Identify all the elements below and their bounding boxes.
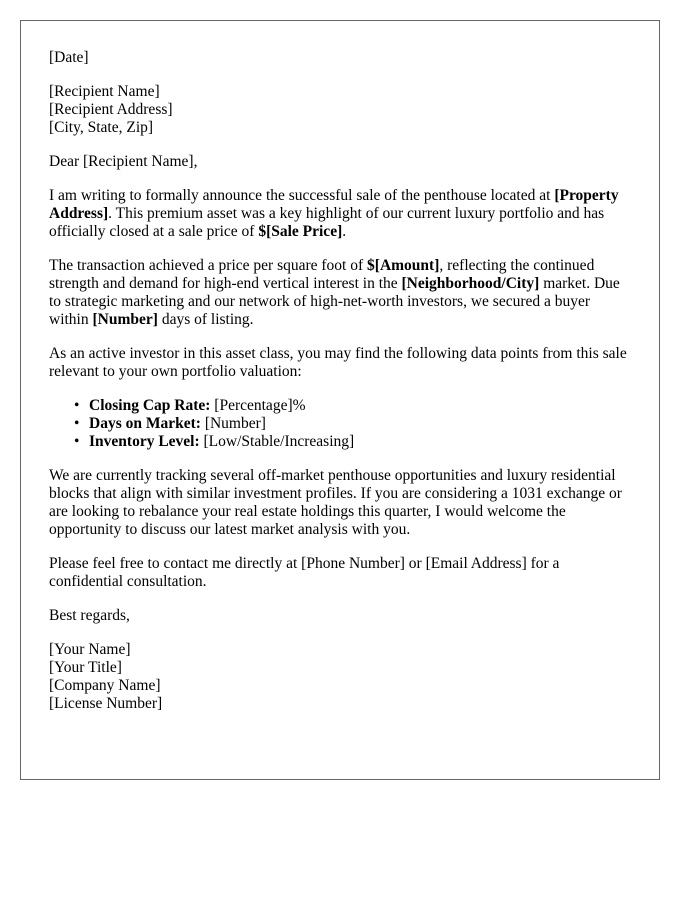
para2-text-2: , reflecting the continued strength and demand for high-end vertical interest in the	[49, 257, 595, 292]
data-point-value: [Number]	[200, 415, 266, 432]
para1-text-3: .	[342, 223, 347, 240]
paragraph-contact: Please feel free to contact me directly at [Phone Number] or [Email Address] for a confidential consultation.	[49, 555, 560, 590]
data-point-label: Closing Cap Rate:	[89, 397, 211, 414]
paragraph-data-points-intro: As an active investor in this asset class, you may find the following data points from this sale relevant to your own portfolio valuation:	[49, 345, 627, 380]
data-points-list	[49, 397, 631, 451]
letter-date	[49, 49, 631, 67]
signature-license: [License Number]	[49, 695, 163, 712]
date-text: [Date]	[49, 49, 89, 66]
neighborhood-placeholder: [Neighborhood/City]	[401, 275, 540, 292]
para1-text-1: I am writing to formally announce the successful sale of the penthouse located at	[49, 187, 555, 204]
signature-company: [Company Name]	[49, 677, 161, 694]
property-address-placeholder: [Property Address]	[49, 187, 619, 222]
signature-name: [Your Name]	[49, 641, 131, 658]
para2-text-1: The transaction achieved a price per square foot of	[49, 257, 368, 274]
list-item	[74, 415, 631, 433]
para2-text-3: market. Due to strategic marketing and our network of high-net-worth investors, we secured a buyer within	[49, 275, 620, 328]
recipient-city-state-zip: [City, State, Zip]	[49, 119, 154, 136]
paragraph-opportunities: We are currently tracking several off-market penthouse opportunities and luxury residential blocks that align with similar investment profiles. If you are considering a 1031 exchange or are looking to rebalance your real estate holdings this quarter, I would welcome the opportunity to discuss our latest market analysis with you.	[49, 467, 622, 538]
list-item	[74, 397, 631, 415]
data-point-label: Inventory Level:	[89, 433, 200, 450]
paragraph-sale-announcement	[49, 187, 631, 241]
paragraph-transaction-details	[49, 257, 631, 329]
recipient-block	[49, 83, 631, 137]
para1-text-2: . This premium asset was a key highlight of our current luxury portfolio and has officially closed at a sale price of	[49, 205, 605, 240]
sale-price-placeholder: $[Sale Price]	[258, 223, 343, 240]
signature-title: [Your Title]	[49, 659, 122, 676]
data-point-label: Days on Market:	[89, 415, 201, 432]
number-placeholder: [Number]	[92, 311, 158, 328]
list-item	[74, 433, 631, 451]
bullet-icon: •	[74, 415, 80, 432]
salutation: Dear [Recipient Name],	[49, 153, 198, 170]
closing: Best regards,	[49, 607, 130, 624]
recipient-name: [Recipient Name]	[49, 83, 160, 100]
bullet-icon: •	[74, 397, 80, 414]
letter-page	[20, 20, 660, 780]
data-point-value: [Low/Stable/Increasing]	[199, 433, 355, 450]
data-point-value: [Percentage]%	[210, 397, 306, 414]
para2-text-4: days of listing.	[157, 311, 254, 328]
signature-block	[49, 641, 631, 713]
recipient-address: [Recipient Address]	[49, 101, 173, 118]
bullet-icon: •	[74, 433, 80, 450]
amount-placeholder: $[Amount]	[367, 257, 440, 274]
